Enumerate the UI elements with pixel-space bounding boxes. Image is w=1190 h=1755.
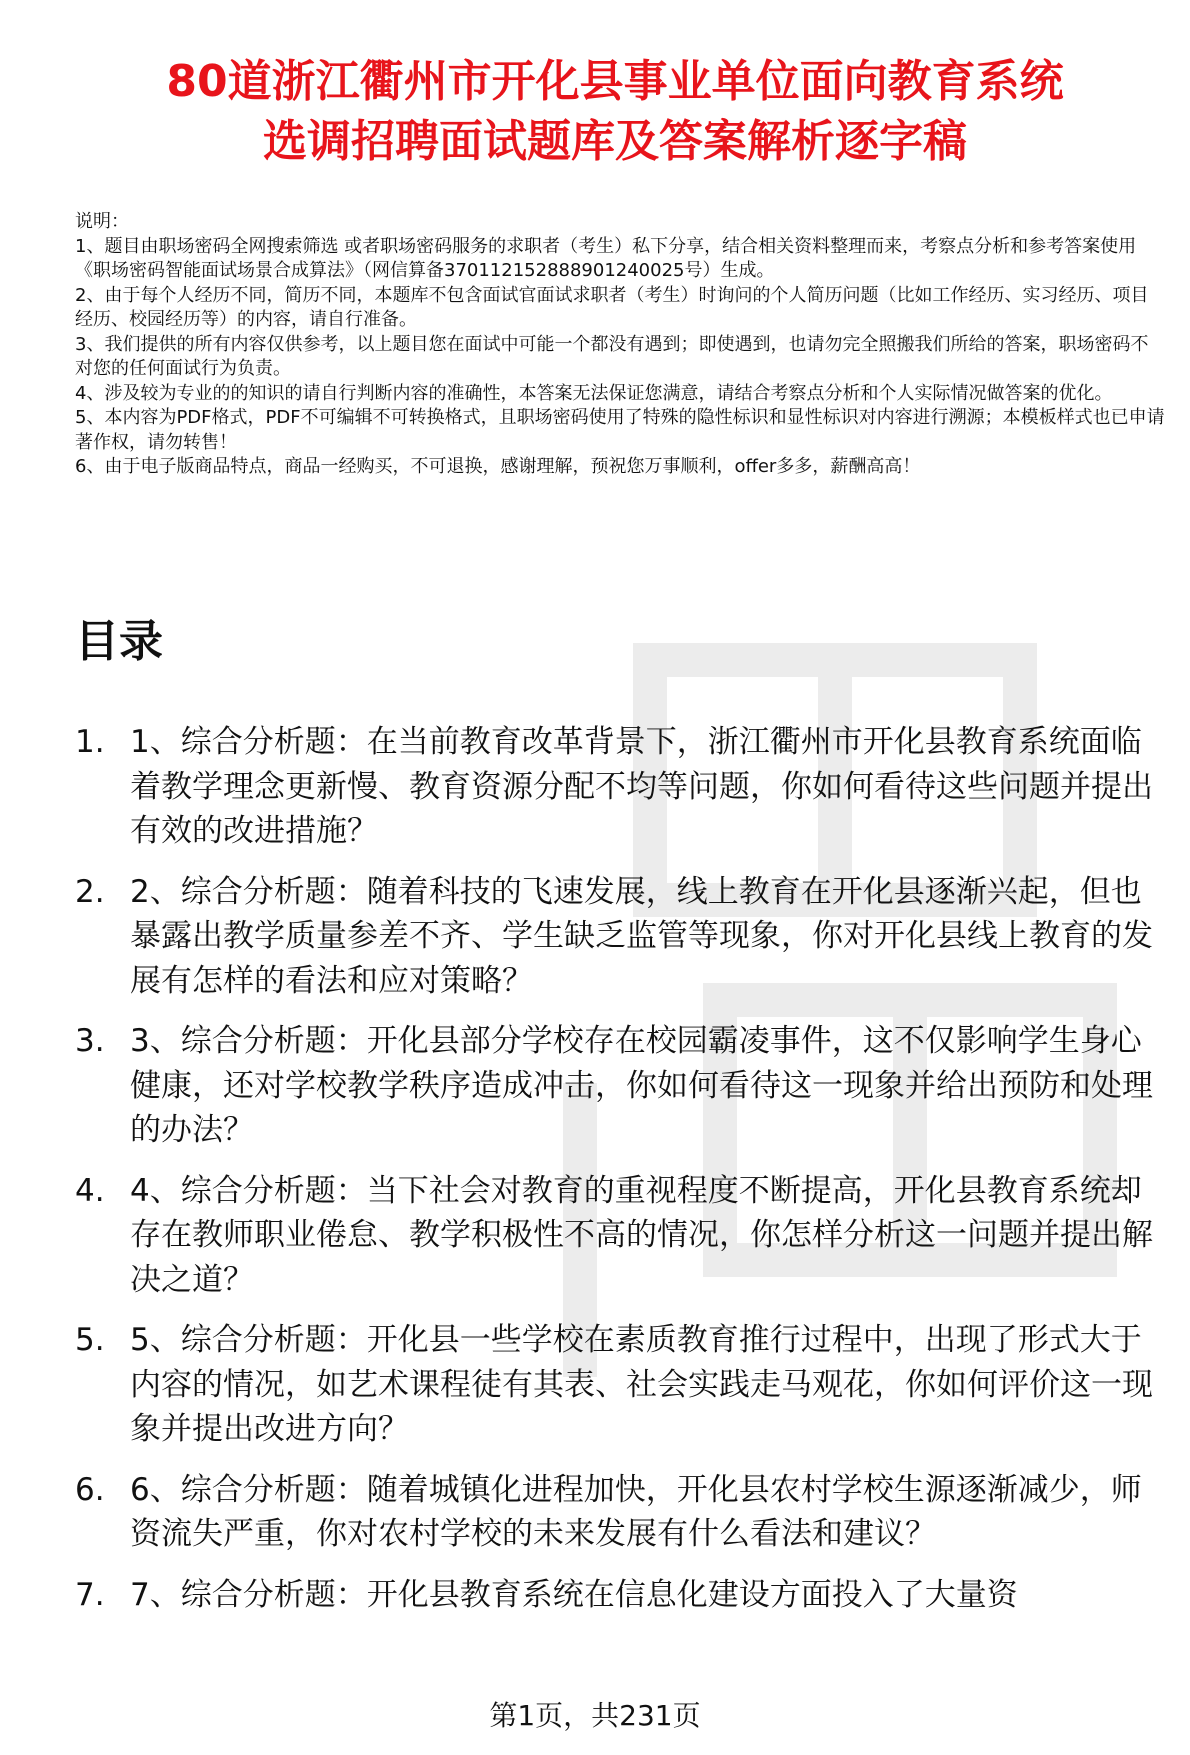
toc-item-number: 4. (75, 1172, 105, 1209)
note-item: 3、我们提供的所有内容仅供参考，以上题目您在面试中可能一个都没有遇到；即使遇到，也请勿完全照搬我们所给的答案，职场密码不对您的任何面试行为负责。 (75, 333, 1149, 379)
toc-item-number: 2. (75, 873, 105, 910)
toc-item-text: 5、综合分析题：开化县一些学校在素质教育推行过程中，出现了形式大于内容的情况，如艺术课程徒有其表、社会实践走马观花，你如何评价这一现象并提出改进方向？ (130, 1322, 1153, 1447)
toc-item-text: 3、综合分析题：开化县部分学校存在校园霸凌事件，这不仅影响学生身心健康，还对学校教学秩序造成冲击，你如何看待这一现象并给出预防和处理的办法？ (130, 1023, 1153, 1148)
note-item: 1、题目由职场密码全网搜索筛选 或者职场密码服务的求职者（考生）私下分享，结合相关资料整理而来，考察点分析和参考答案使用《职场密码智能面试场景合成算法》（网信算备370112152888901240025号）生成。 (75, 235, 1137, 281)
toc-item-text: 4、综合分析题：当下社会对教育的重视程度不断提高，开化县教育系统却存在教师职业倦怠、教学积极性不高的情况，你怎样分析这一问题并提出解决之道？ (130, 1172, 1153, 1298)
notes-section (75, 210, 1165, 480)
note-item: 6、由于电子版商品特点，商品一经购买，不可退换，感谢理解，预祝您万事顺利，offer多多，薪酬高高！ (75, 456, 921, 477)
toc-item[interactable] (75, 1169, 1170, 1303)
toc-item-number: 3. (75, 1023, 105, 1059)
toc-item-text: 1、综合分析题：在当前教育改革背景下，浙江衢州市开化县教育系统面临着教学理念更新慢、教育资源分配不均等问题，你如何看待这些问题并提出有效的改进措施？ (130, 724, 1153, 849)
toc-item-text: 6、综合分析题：随着城镇化进程加快，开化县农村学校生源逐渐减少，师资流失严重，你对农村学校的未来发展有什么看法和建议？ (130, 1471, 1142, 1552)
toc-heading: 目录 (75, 616, 163, 667)
toc-item-number: 1. (75, 724, 105, 760)
table-of-contents (75, 720, 1170, 1633)
toc-item-number: 7. (75, 1576, 105, 1613)
title-line-1: 80道浙江衢州市开化县事业单位面向教育系统 (166, 56, 1064, 107)
note-item: 2、由于每个人经历不同，简历不同，本题库不包含面试官面试求职者（考生）时询问的个人简历问题（比如工作经历、实习经历、项目经历、校园经历等）的内容，请自行准备。 (75, 284, 1149, 330)
toc-item[interactable] (75, 1573, 1170, 1618)
page-number-footer: 第1页，共231页 (489, 1699, 701, 1732)
note-item: 5、本内容为PDF格式，PDF不可编辑不可转换格式，且职场密码使用了特殊的隐性标识和显性标识对内容进行溯源；本模板样式也已申请著作权，请勿转售！ (75, 407, 1165, 453)
toc-item-text: 2、综合分析题：随着科技的飞速发展，线上教育在开化县逐渐兴起，但也暴露出教学质量参差不齐、学生缺乏监管等现象，你对开化县线上教育的发展有怎样的看法和应对策略？ (130, 873, 1153, 999)
toc-item-number: 6. (75, 1471, 105, 1508)
document-title (70, 52, 1160, 172)
toc-item[interactable] (75, 720, 1170, 854)
toc-item[interactable] (75, 870, 1170, 1004)
toc-item[interactable] (75, 1019, 1170, 1153)
toc-item[interactable] (75, 1318, 1170, 1452)
title-line-2: 选调招聘面试题库及答案解析逐字稿 (263, 116, 967, 167)
notes-heading: 说明： (75, 211, 129, 232)
toc-item[interactable] (75, 1468, 1170, 1557)
toc-item-number: 5. (75, 1322, 105, 1358)
note-item: 4、涉及较为专业的的知识的请自行判断内容的准确性，本答案无法保证您满意，请结合考察点分析和个人实际情况做答案的优化。 (75, 382, 1113, 404)
toc-item-text: 7、综合分析题：开化县教育系统在信息化建设方面投入了大量资 (130, 1576, 1018, 1613)
